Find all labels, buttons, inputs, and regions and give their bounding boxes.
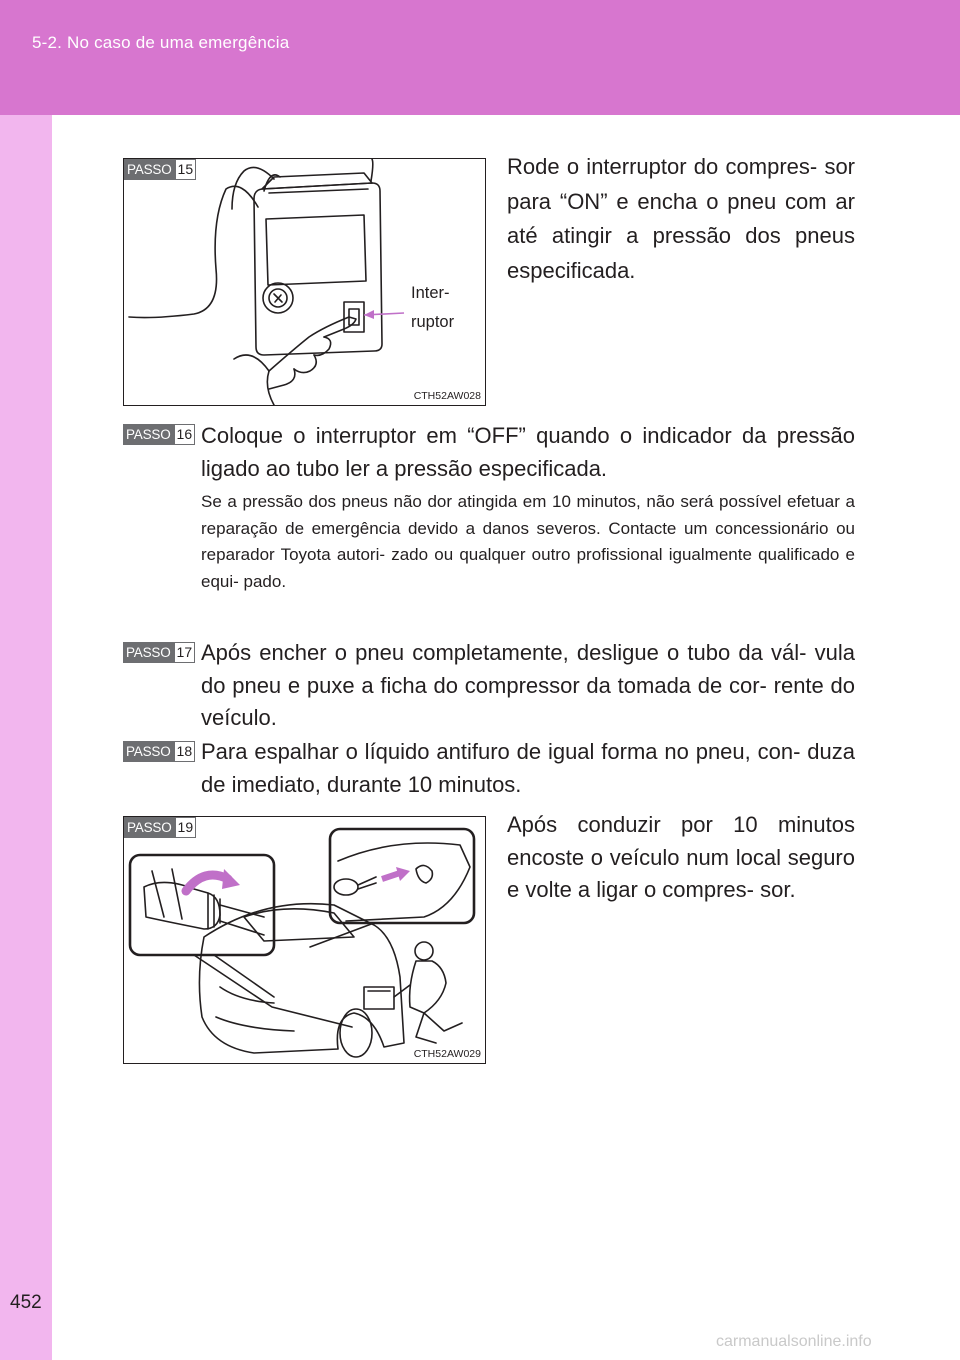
step-badge-15: PASSO 15 bbox=[124, 159, 196, 180]
step-15-text: Rode o interruptor do compres- sor para “ON” e encha o pneu com ar até atingir a pressão dos pneus especificada. bbox=[507, 154, 855, 283]
step-16-note: Se a pressão dos pneus não dor atingida em 10 minutos, não será possível efetuar a reparação de emergência devido a danos severos. Contacte um concessionário ou reparador Toyota autori- zado ou qualquer outro profissional igualmente qualificado e equi- pado. bbox=[201, 492, 855, 591]
figure-compressor-switch bbox=[123, 158, 486, 406]
step-badge-16: PASSO 16 bbox=[123, 424, 195, 445]
side-band bbox=[0, 115, 52, 1360]
figure-code-1: CTH52AW028 bbox=[413, 390, 481, 402]
page-number: 452 bbox=[10, 1292, 42, 1313]
car-compressor-illustration bbox=[124, 817, 486, 1064]
switch-label: Inter- ruptor bbox=[411, 284, 455, 331]
step-17-text: Após encher o pneu completamente, desligue o tubo da vál- vula do pneu e puxe a ficha do compressor da tomada de cor- rente do veículo. bbox=[201, 640, 855, 730]
figure-reconnect-compressor bbox=[123, 816, 486, 1064]
step-badge-18: PASSO 18 bbox=[123, 741, 195, 762]
chapter-header bbox=[0, 0, 960, 115]
watermark: carmanualsonline.info bbox=[716, 1333, 872, 1350]
step-badge-19: PASSO 19 bbox=[124, 817, 196, 838]
step-19-text: Após conduzir por 10 minutos encoste o veículo num local seguro e volte a ligar o compres- sor. bbox=[507, 812, 855, 902]
figure-code-2: CTH52AW029 bbox=[413, 1048, 481, 1060]
chapter-title: 5-2. No caso de uma emergência bbox=[32, 33, 290, 52]
step-18-text: Para espalhar o líquido antifuro de igual forma no pneu, con- duza de imediato, durante 10 minutos. bbox=[201, 739, 855, 797]
step-badge-17: PASSO 17 bbox=[123, 642, 195, 663]
step-16-text: Coloque o interruptor em “OFF” quando o indicador da pressão ligado ao tubo ler a pressão especificada. bbox=[201, 423, 855, 481]
